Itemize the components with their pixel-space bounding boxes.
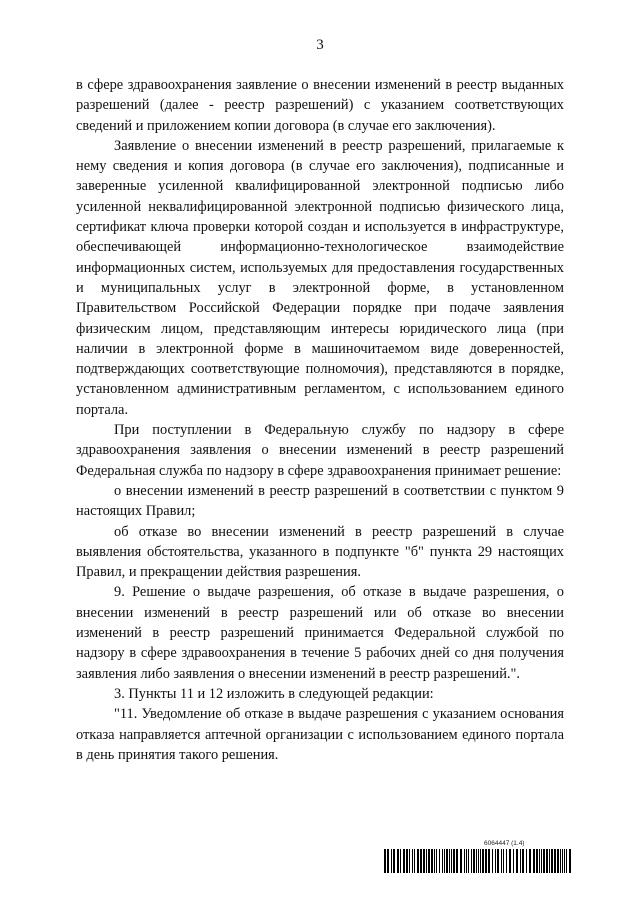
document-code: 6064447 (1.4): [484, 840, 525, 847]
paragraph: в сфере здравоохранения заявление о внесении изменений в реестр выданных разрешений (далее - реестр разрешений) с указанием соответствующих сведений и приложением копии договора (в случае его заключения).: [76, 77, 564, 134]
barcode-icon: [384, 849, 572, 873]
document-body: [76, 75, 564, 765]
barcode-block: [384, 840, 572, 873]
paragraph: 9. Решение о выдаче разрешения, об отказе в выдаче разрешения, о внесении изменений в реестр разрешений или об отказе во внесении изменений в реестр разрешений принимается Федеральной службой по надзору в сфере здравоохранения в течение 5 рабочих дней со дня получения заявления либо заявления о внесении изменений в реестр разрешений.".: [76, 584, 564, 682]
paragraph: При поступлении в Федеральную службу по надзору в сфере здравоохранения заявления о внесении изменений в реестр разрешений Федеральная служба по надзору в сфере здравоохранения принимает решение:: [76, 422, 564, 479]
paragraph: об отказе во внесении изменений в реестр разрешений в случае выявления обстоятельства, указанного в подпункте "б" пункта 29 настоящих Правил, и прекращении действия разрешения.: [76, 523, 564, 581]
paragraph: 3. Пункты 11 и 12 изложить в следующей редакции:: [114, 685, 434, 702]
paragraph: о внесении изменений в реестр разрешений в соответствии с пунктом 9 настоящих Правил;: [76, 482, 564, 520]
paragraph: Заявление о внесении изменений в реестр разрешений, прилагаемые к нему сведения и копия договора (в случае его заключения), подписанные и заверенные усиленной квалифицированной электронной подписью либо усиленной неквалифицированной электронной подписью физического лица, сертификат ключа проверки которой создан и используется в инфраструктуре, обеспечивающей информационно-технологическое взаимодействие информационных систем, используемых для предоставления государственных и муниципальных услуг в электронной форме, в установленном Правительством Российской Федерации порядке при подаче заявления физическим лицом, представляющим интересы юридического лица (при наличии в электронной форме в машиночитаемом виде доверенностей, подтверждающих соответствующие полномочия), представляются в порядке, установленном административным регламентом, с использованием единого портала.: [76, 137, 564, 418]
page-number: 3: [316, 37, 324, 53]
paragraph: "11. Уведомление об отказе в выдаче разрешения с указанием основания отказа направляется аптечной организации с использованием единого портала в день принятия такого решения.: [76, 706, 564, 763]
